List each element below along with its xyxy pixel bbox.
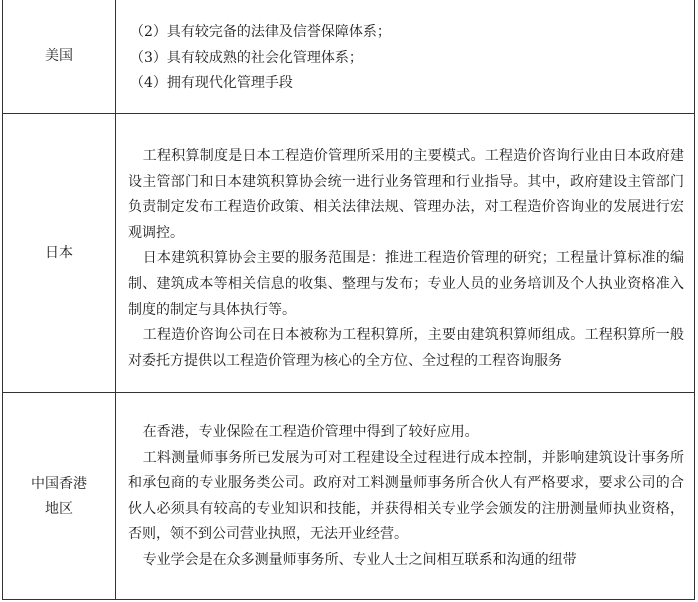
row-label-usa — [3, 0, 115, 113]
paragraph: 工程造价咨询公司在日本被称为工程积算所，主要由建筑积算师组成。工程积算所一般对委托方提供以工程造价管理为核心的全方位、全过程的工程咨询服务 — [128, 327, 684, 369]
row-label-text: 日本 — [45, 244, 73, 261]
row-content-japan — [116, 144, 694, 374]
paragraph: 工程积算制度是日本工程造价管理所采用的主要模式。工程造价咨询行业由日本政府建设主管部门和日本建筑积算协会统一进行业务管理和行业指导。其中，政府建设主管部门负责制定发布工程造价政策、相关法律法规、管理办法，对工程造价咨询业的发展进行宏观调控。 — [128, 148, 684, 241]
row-content-usa — [116, 20, 694, 97]
paragraph: 在香港，专业保险在工程造价管理中得到了较好应用。 — [142, 424, 479, 440]
table-row-japan — [3, 114, 694, 393]
paragraph: 日本建筑积算协会主要的服务范围是：推进工程造价管理的研究；工程量计算标准的编制、建筑成本等相关信息的收集、整理与发布；专业人员的业务培训及个人执业资格准入制度的制定与具体执行等。 — [128, 250, 684, 318]
paragraph: 工料测量师事务所已发展为可对工程建设全过程进行成本控制，并影响建筑设计事务所和承包商的专业服务类公司。政府对工料测量师事务所合伙人有严格要求，要求公司的合伙人必须具有较高的专业知识和技能，并获得相关专业学会颁发的注册测量师执业资格，否则，领不到公司营业执照，无法开业经营。 — [128, 449, 684, 543]
row-label-text: 中国香港 — [31, 475, 87, 492]
list-item: （4）拥有现代化管理手段 — [130, 75, 293, 92]
row-label-text: 地区 — [45, 500, 73, 517]
row-label-text: 美国 — [45, 48, 73, 64]
row-label-hongkong — [3, 393, 115, 600]
list-item: （3）具有较成熟的社会化管理体系； — [130, 49, 363, 66]
list-item: （2）具有较完备的法律及信誉保障体系； — [130, 24, 391, 40]
paragraph: 专业学会是在众多测量师事务所、专业人士之间相互联系和沟通的纽带 — [142, 551, 577, 568]
comparison-table — [2, 0, 695, 600]
table-row-hongkong — [3, 393, 694, 600]
row-content-hongkong — [116, 420, 694, 574]
row-label-japan — [3, 114, 115, 392]
table-row-usa — [3, 0, 694, 114]
